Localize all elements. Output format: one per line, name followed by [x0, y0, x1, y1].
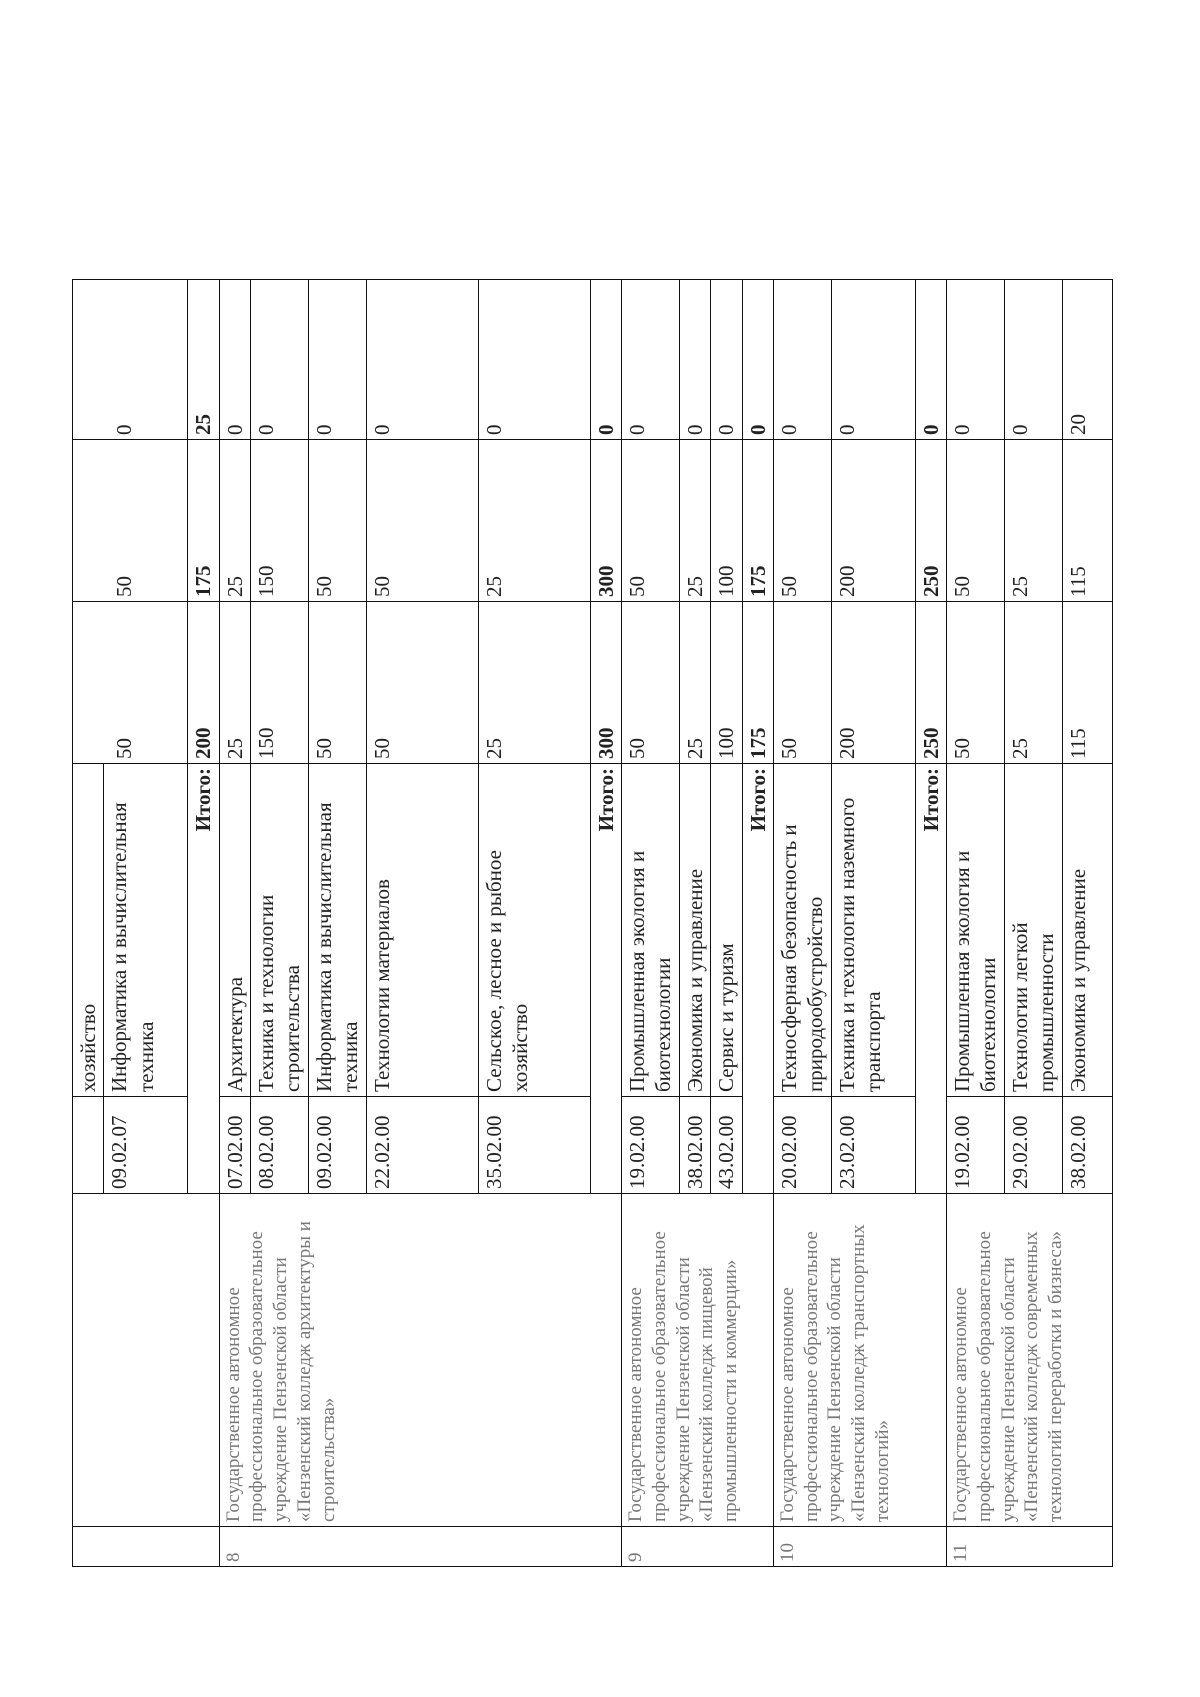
- direction-cell: Информатика и вычислительная техника: [104, 764, 188, 1097]
- code-cell: 20.02.00: [773, 1097, 831, 1194]
- org-cell: Государственное автономное профессиональное образовательное учреждение Пензенской области «Пензенский колледж архитектуры и строительства»: [219, 1194, 622, 1527]
- code-cell: 19.02.00: [622, 1097, 680, 1194]
- total-label: Итого:: [590, 764, 621, 1194]
- total-label: Итого:: [188, 764, 219, 1194]
- total-budget: 250: [915, 440, 946, 602]
- direction-cell: Промышленная экология и биотехнологии: [622, 764, 680, 1097]
- direction-cell: Технологии легкой промышленности: [1005, 764, 1063, 1097]
- budget-cell: 50: [773, 440, 831, 602]
- plan-cell: 100: [711, 602, 742, 764]
- budget-cell: [73, 440, 188, 602]
- org-cell: Государственное автономное профессиональное образовательное учреждение Пензенской области «Пензенский колледж пищевой промышленности и коммерции»: [622, 1194, 774, 1527]
- code-cell: 08.02.00: [250, 1097, 308, 1194]
- total-plan: 175: [742, 602, 773, 764]
- plan-cell: 50: [947, 602, 1005, 764]
- paid-cell: 0: [219, 280, 250, 440]
- index-cell: 10: [773, 1527, 946, 1567]
- plan-cell: 25: [478, 602, 590, 764]
- table-row: [73, 280, 104, 1567]
- budget-cell: 25: [680, 440, 711, 602]
- index-cell: 11: [947, 1527, 1113, 1567]
- code-cell: 09.02.07: [104, 1097, 188, 1194]
- total-budget: 175: [742, 440, 773, 602]
- budget-cell: 115: [1063, 440, 1113, 602]
- plan-cell: 50: [773, 602, 831, 764]
- budget-cell: 50: [308, 440, 366, 602]
- code-cell: 38.02.00: [1063, 1097, 1113, 1194]
- paid-cell: 0: [831, 280, 915, 440]
- total-paid: 0: [915, 280, 946, 440]
- total-label: Итого:: [742, 764, 773, 1194]
- code-cell: 23.02.00: [831, 1097, 915, 1194]
- total-paid: 0: [590, 280, 621, 440]
- budget-cell: 25: [219, 440, 250, 602]
- budget-cell: 150: [250, 440, 308, 602]
- direction-cell: Экономика и управление: [680, 764, 711, 1097]
- plan-cell: 25: [680, 602, 711, 764]
- code-cell: 22.02.00: [366, 1097, 478, 1194]
- org-cell: [73, 1194, 220, 1527]
- paid-cell: 0: [478, 280, 590, 440]
- org-cell: Государственное автономное профессиональное образовательное учреждение Пензенской области «Пензенский колледж современных технологий переработки и бизнеса»: [947, 1194, 1113, 1527]
- budget-cell: 50: [366, 440, 478, 602]
- plan-cell: 25: [1005, 602, 1063, 764]
- direction-cell: хозяйство: [73, 764, 104, 1097]
- budget-cell: 100: [711, 440, 742, 602]
- budget-cell: 25: [1005, 440, 1063, 602]
- code-cell: 19.02.00: [947, 1097, 1005, 1194]
- total-plan: 200: [188, 602, 219, 764]
- index-cell: 9: [622, 1527, 774, 1567]
- paid-cell: 0: [622, 280, 680, 440]
- plan-cell: [73, 602, 188, 764]
- direction-cell: Сервис и туризм: [711, 764, 742, 1097]
- table-row: [622, 280, 680, 1567]
- table-row: [219, 280, 250, 1567]
- direction-cell: Промышленная экология и биотехнологии: [947, 764, 1005, 1097]
- direction-cell: Архитектура: [219, 764, 250, 1097]
- plan-value: 50: [112, 738, 136, 759]
- paid-cell: 0: [1005, 280, 1063, 440]
- budget-cell: 25: [478, 440, 590, 602]
- plan-cell: 50: [366, 602, 478, 764]
- index-cell: [73, 1527, 220, 1567]
- paid-cell: 0: [947, 280, 1005, 440]
- paid-cell: 0: [773, 280, 831, 440]
- table-row: [947, 280, 1005, 1567]
- budget-cell: 50: [622, 440, 680, 602]
- total-plan: 250: [915, 602, 946, 764]
- paid-cell: 0: [308, 280, 366, 440]
- total-label: Итого:: [915, 764, 946, 1194]
- plan-cell: 115: [1063, 602, 1113, 764]
- code-cell: 09.02.00: [308, 1097, 366, 1194]
- paid-cell: [73, 280, 188, 440]
- total-paid: 0: [742, 280, 773, 440]
- plan-cell: 50: [622, 602, 680, 764]
- org-cell: Государственное автономное профессиональное образовательное учреждение Пензенской области «Пензенский колледж транспортных технологий»: [773, 1194, 946, 1527]
- paid-cell: 0: [366, 280, 478, 440]
- total-budget: 175: [188, 440, 219, 602]
- budget-value: 50: [112, 576, 136, 597]
- table-row: [773, 280, 831, 1567]
- total-budget: 300: [590, 440, 621, 602]
- direction-cell: Технологии материалов: [366, 764, 478, 1097]
- total-paid: 25: [188, 280, 219, 440]
- paid-cell: 0: [680, 280, 711, 440]
- paid-cell: 0: [250, 280, 308, 440]
- direction-cell: Техника и технологии наземного транспорта: [831, 764, 915, 1097]
- direction-cell: Экономика и управление: [1063, 764, 1113, 1097]
- paid-cell: 20: [1063, 280, 1113, 440]
- index-cell: 8: [219, 1527, 622, 1567]
- plan-cell: 50: [308, 602, 366, 764]
- code-cell: 38.02.00: [680, 1097, 711, 1194]
- code-cell: 35.02.00: [478, 1097, 590, 1194]
- paid-cell: 0: [711, 280, 742, 440]
- code-cell: [73, 1097, 104, 1194]
- direction-cell: Информатика и вычислительная техника: [308, 764, 366, 1097]
- total-plan: 300: [590, 602, 621, 764]
- budget-cell: 50: [947, 440, 1005, 602]
- code-cell: 29.02.00: [1005, 1097, 1063, 1194]
- code-cell: 07.02.00: [219, 1097, 250, 1194]
- admission-plan-table: [72, 279, 1113, 1567]
- direction-cell: Техника и технологии строительства: [250, 764, 308, 1097]
- direction-cell: Сельское, лесное и рыбное хозяйство: [478, 764, 590, 1097]
- direction-cell: Техносферная безопасность и природообустройство: [773, 764, 831, 1097]
- plan-cell: 150: [250, 602, 308, 764]
- code-cell: 43.02.00: [711, 1097, 742, 1194]
- paid-value: 0: [112, 424, 136, 435]
- plan-cell: 200: [831, 602, 915, 764]
- plan-cell: 25: [219, 602, 250, 764]
- budget-cell: 200: [831, 440, 915, 602]
